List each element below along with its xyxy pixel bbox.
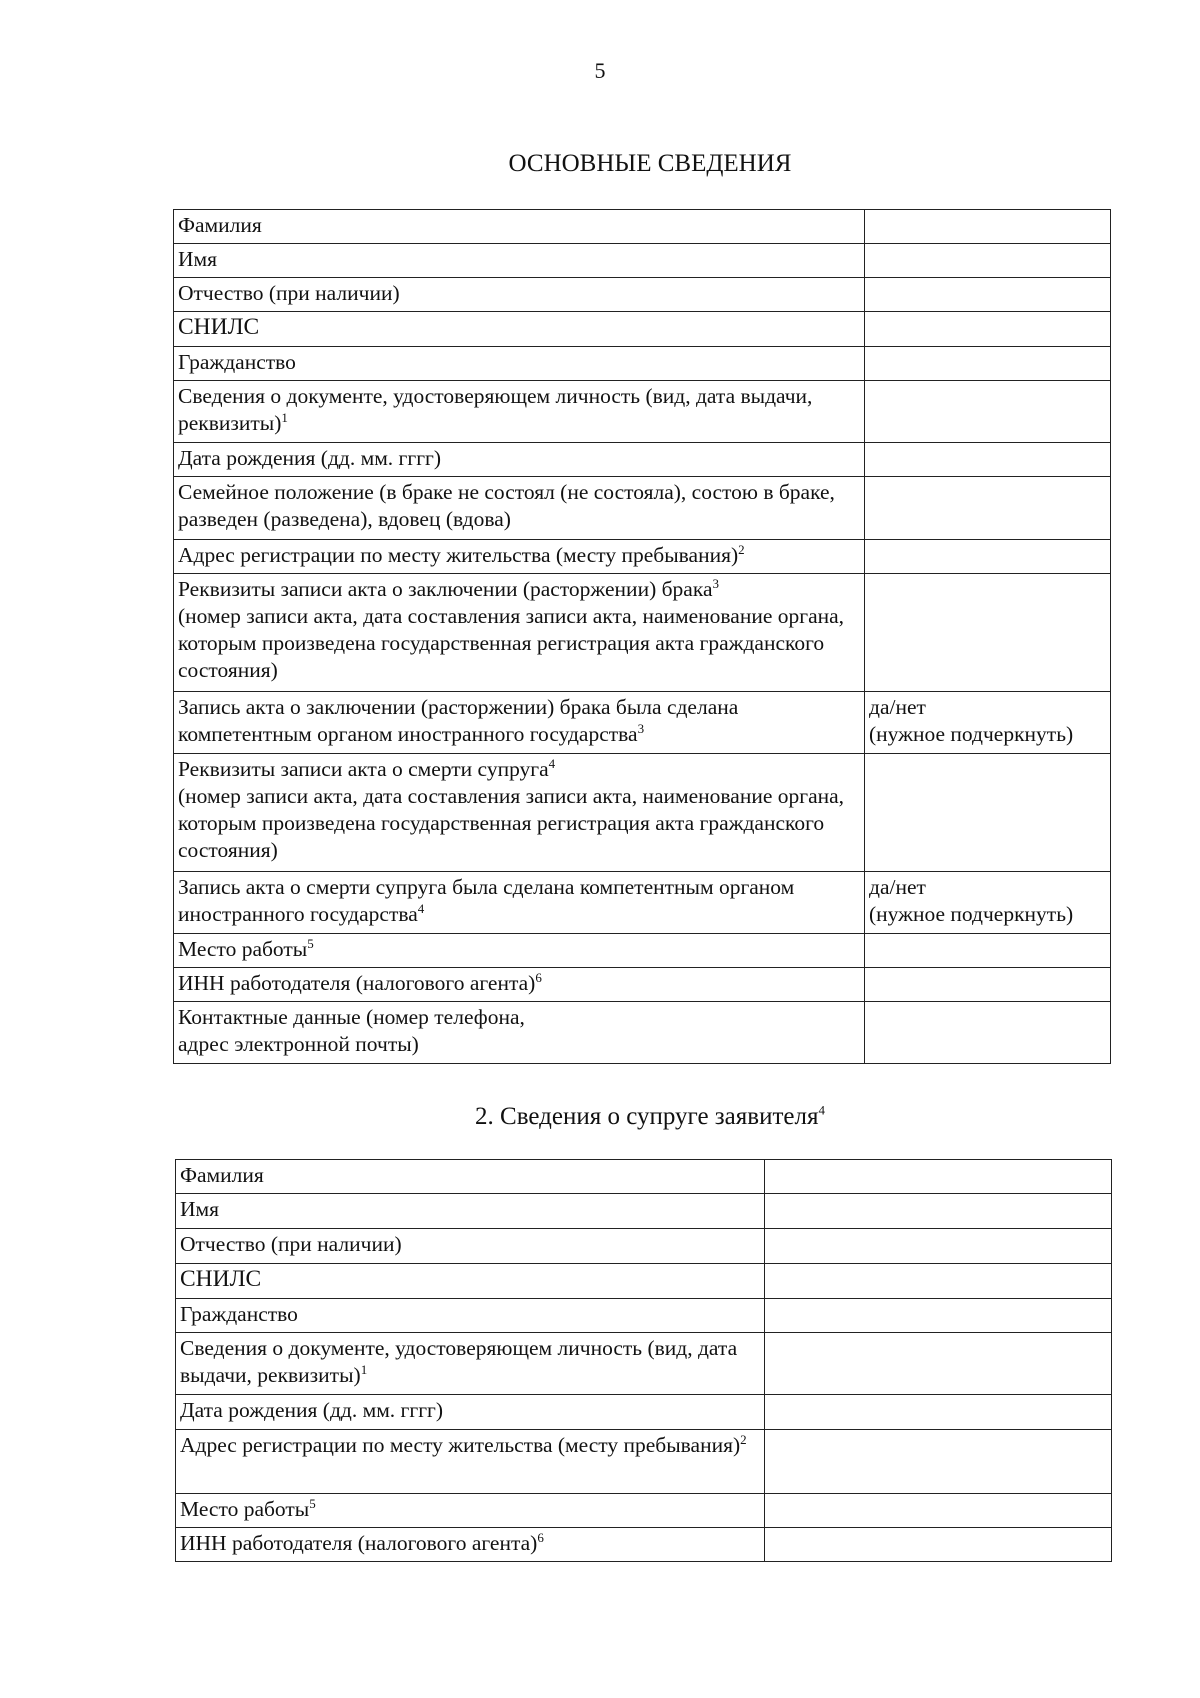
main-info-table bbox=[173, 209, 1111, 1064]
table-row bbox=[174, 692, 1111, 754]
value-cell[interactable] bbox=[765, 1528, 1112, 1562]
page-number: 5 bbox=[594, 58, 606, 83]
row-label: Фамилия bbox=[176, 1160, 765, 1194]
row-label: Запись акта о заключении (расторжении) брака была сделана компетентным органом иностранного государства$^3$ bbox=[174, 692, 865, 754]
table-row bbox=[176, 1299, 1112, 1333]
value-cell[interactable] bbox=[865, 278, 1111, 312]
value-cell[interactable] bbox=[865, 968, 1111, 1002]
table-row bbox=[176, 1160, 1112, 1194]
table-row bbox=[176, 1430, 1112, 1494]
table-row bbox=[174, 347, 1111, 381]
row-label: Имя bbox=[176, 1194, 765, 1229]
spouse-info-table bbox=[175, 1159, 1112, 1562]
value-cell[interactable] bbox=[765, 1264, 1112, 1299]
value-cell[interactable] bbox=[865, 347, 1111, 381]
section-spouse-title: 2. Сведения о супруге заявителя$^4$ bbox=[475, 1102, 825, 1130]
value-cell[interactable] bbox=[765, 1194, 1112, 1229]
table-row bbox=[176, 1264, 1112, 1299]
value-cell[interactable] bbox=[865, 934, 1111, 968]
row-label: Имя bbox=[174, 244, 865, 278]
row-label: Запись акта о смерти супруга была сделана компетентным органом иностранного государства$^4$ bbox=[174, 872, 865, 934]
table-row bbox=[174, 1002, 1111, 1064]
row-label: Место работы$^5$ bbox=[174, 934, 865, 968]
row-label: Отчество (при наличии) bbox=[176, 1229, 765, 1264]
value-cell[interactable] bbox=[865, 1002, 1111, 1064]
row-label: Адрес регистрации по месту жительства (месту пребывания)$^2$ bbox=[176, 1430, 765, 1494]
row-label: Место работы$^5$ bbox=[176, 1494, 765, 1528]
table-row bbox=[176, 1528, 1112, 1562]
value-cell[interactable] bbox=[765, 1430, 1112, 1494]
table-row bbox=[176, 1194, 1112, 1229]
row-label: Фамилия bbox=[174, 210, 865, 244]
table-row bbox=[174, 443, 1111, 477]
table-row bbox=[176, 1494, 1112, 1528]
section-main-title: ОСНОВНЫЕ СВЕДЕНИЯ bbox=[508, 150, 792, 177]
row-label: Сведения о документе, удостоверяющем личность (вид, дата выдачи, реквизиты)$^1$ bbox=[176, 1333, 765, 1395]
table-row bbox=[174, 574, 1111, 692]
row-label: ИНН работодателя (налогового агента)$^6$ bbox=[176, 1528, 765, 1562]
value-cell[interactable] bbox=[865, 754, 1111, 872]
value-cell[interactable] bbox=[765, 1395, 1112, 1430]
table-row bbox=[174, 278, 1111, 312]
value-cell[interactable] bbox=[865, 443, 1111, 477]
table-row bbox=[176, 1395, 1112, 1430]
row-label: Адрес регистрации по месту жительства (месту пребывания)$^2$ bbox=[174, 540, 865, 574]
value-cell[interactable] bbox=[765, 1229, 1112, 1264]
row-label: Контактные данные (номер телефона, адрес электронной почты) bbox=[174, 1002, 865, 1064]
table-row bbox=[174, 477, 1111, 540]
value-cell[interactable] bbox=[765, 1160, 1112, 1194]
yes-no-cell[interactable]: да/нет (нужное подчеркнуть) bbox=[865, 692, 1111, 754]
row-label: Дата рождения (дд. мм. гггг) bbox=[174, 443, 865, 477]
value-cell[interactable] bbox=[865, 574, 1111, 692]
table-row bbox=[176, 1333, 1112, 1395]
row-label: Гражданство bbox=[174, 347, 865, 381]
value-cell[interactable] bbox=[865, 210, 1111, 244]
table-row bbox=[174, 381, 1111, 443]
table-row bbox=[174, 312, 1111, 347]
table-row bbox=[174, 754, 1111, 872]
table-row bbox=[174, 540, 1111, 574]
row-label: СНИЛС bbox=[176, 1264, 765, 1299]
value-cell[interactable] bbox=[765, 1299, 1112, 1333]
row-label: СНИЛС bbox=[174, 312, 865, 347]
row-label: ИНН работодателя (налогового агента)$^6$ bbox=[174, 968, 865, 1002]
table-row bbox=[176, 1229, 1112, 1264]
row-label: Реквизиты записи акта о смерти супруга$^4$ (номер записи акта, дата составления записи акта, наименование органа, которым произведена государственная регистрация акта гражданского состояния) bbox=[174, 754, 865, 872]
value-cell[interactable] bbox=[865, 312, 1111, 347]
table-row bbox=[174, 934, 1111, 968]
value-cell[interactable] bbox=[865, 477, 1111, 540]
value-cell[interactable] bbox=[765, 1494, 1112, 1528]
value-cell[interactable] bbox=[865, 540, 1111, 574]
row-label: Реквизиты записи акта о заключении (расторжении) брака$^3$ (номер записи акта, дата составления записи акта, наименование органа, которым произведена государственная регистрация акта гражданского состояния) bbox=[174, 574, 865, 692]
row-label: Сведения о документе, удостоверяющем личность (вид, дата выдачи, реквизиты)$^1$ bbox=[174, 381, 865, 443]
row-label: Отчество (при наличии) bbox=[174, 278, 865, 312]
table-row bbox=[174, 872, 1111, 934]
value-cell[interactable] bbox=[865, 244, 1111, 278]
yes-no-cell[interactable]: да/нет (нужное подчеркнуть) bbox=[865, 872, 1111, 934]
table-row bbox=[174, 968, 1111, 1002]
row-label: Гражданство bbox=[176, 1299, 765, 1333]
table-row bbox=[174, 244, 1111, 278]
row-label: Дата рождения (дд. мм. гггг) bbox=[176, 1395, 765, 1430]
table-row bbox=[174, 210, 1111, 244]
value-cell[interactable] bbox=[865, 381, 1111, 443]
value-cell[interactable] bbox=[765, 1333, 1112, 1395]
row-label: Семейное положение (в браке не состоял (не состояла), состою в браке, разведен (разведена), вдовец (вдова) bbox=[174, 477, 865, 540]
